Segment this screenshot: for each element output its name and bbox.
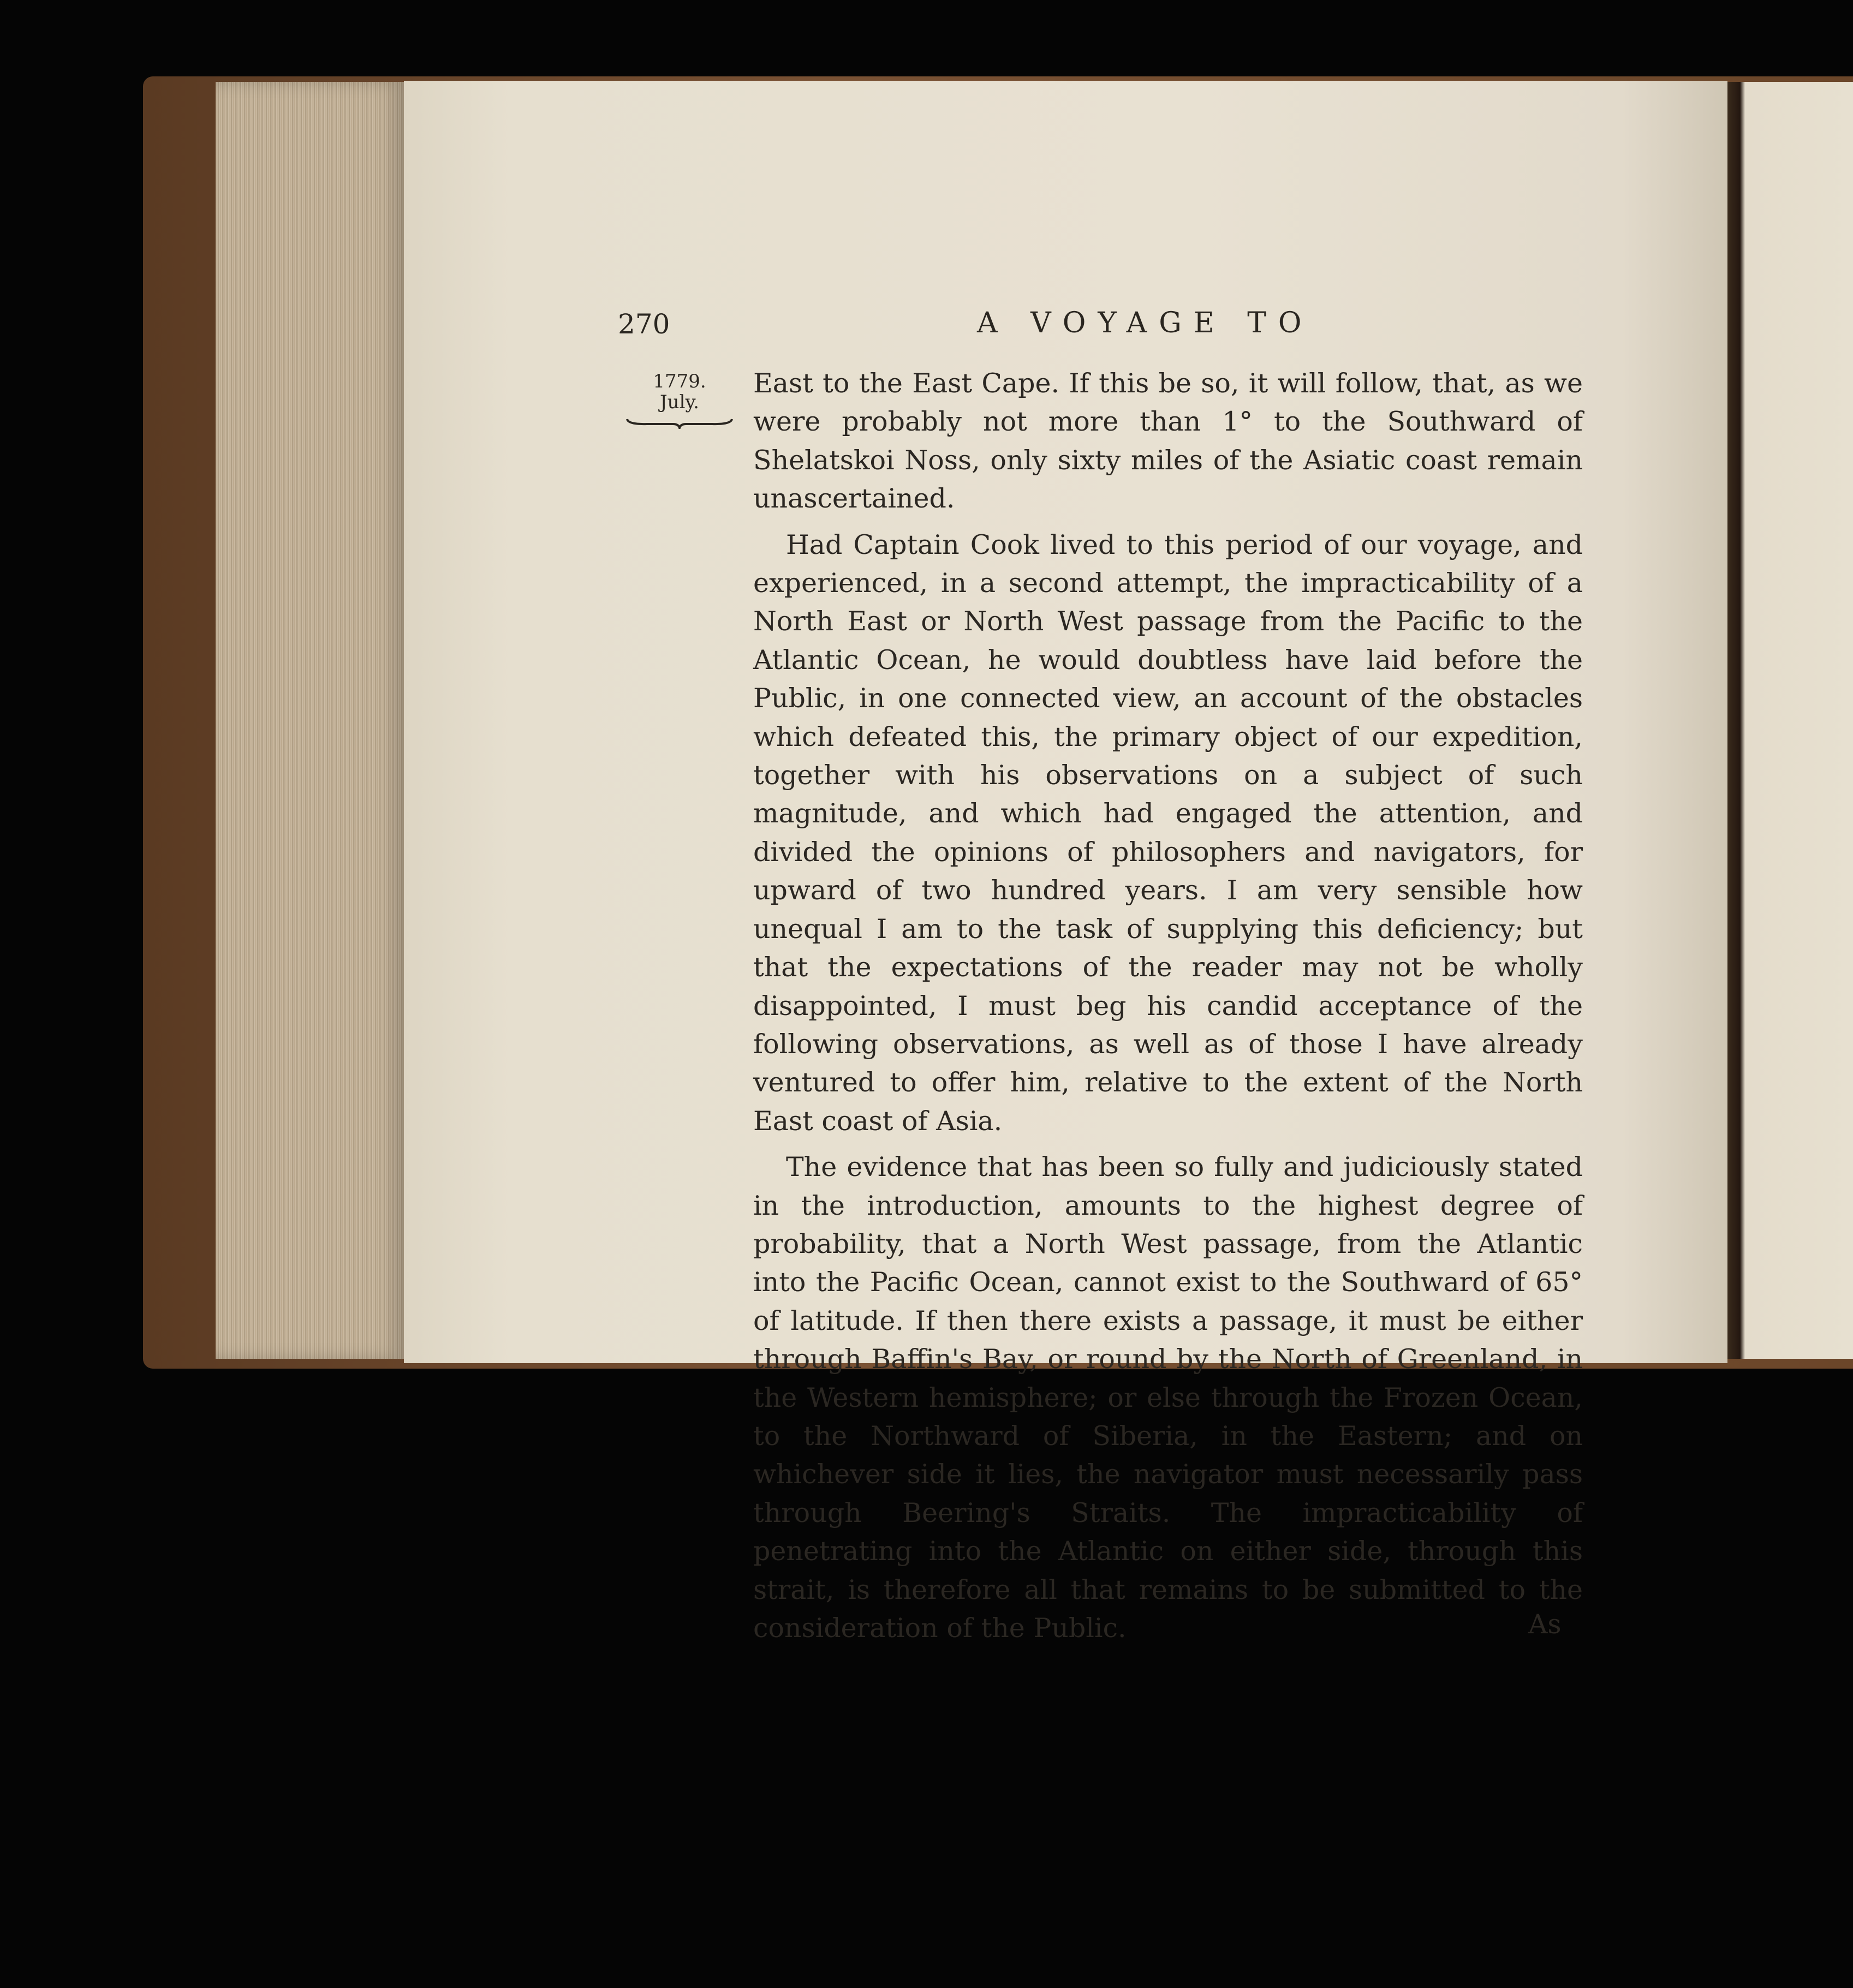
- body-text: [753, 365, 1583, 1647]
- page-edges: [216, 82, 404, 1359]
- margin-note-year: 1779.: [653, 371, 706, 392]
- paragraph-1: East to the East Cape. If this be so, it will follow, that, as we were probably not more than 1° to the Southward of Shelatskoi Noss, only sixty miles of the Asiatic coast remain unascertained.: [753, 368, 1583, 515]
- running-head: A VOYAGE TO: [977, 307, 1314, 339]
- paragraph-3: The evidence that has been so fully and judiciously stated in the introduction, amounts to the highest degree of probability, that a North West passage, from the Atlantic into the Pacific Ocean, cannot exist to the Southward of 65° of latitude. If then there exists a passage, it must be either through Baffin's Bay, or round by the North of Greenland, in the Western hemisphere; or else through the Frozen Ocean, to the Northward of Siberia, in the Eastern; and on whichever side it lies, the navigator must necessarily pass through Beering's Straits. The impracticability of penetrating into the Atlantic on either side, through this strait, is therefore all that remains to be submitted to the consideration of the Public.: [753, 1151, 1583, 1644]
- catchword: As: [1528, 1609, 1562, 1640]
- paragraph-2: Had Captain Cook lived to this period of our voyage, and experienced, in a second attempt, the impracticability of a North East or North West passage from the Pacific to the Atlantic Ocean, he would doubtless have laid before the Public, in one connected view, an account of the obstacles which defeated this, the primary object of our expedition, together with his observations on a subject of such magnitude, and which had engaged the attention, and divided the opinions of philosophers and navigators, for upward of two hundred years. I am very sensible how unequal I am to the task of supplying this deficiency; but that the expectations of the reader may not be wholly disappointed, I must beg his candid acceptance of the following observations, as well as of those I have already ventured to offer him, relative to the extent of the North East coast of Asia.: [753, 529, 1583, 1137]
- facing-page-edge: [1727, 82, 1853, 1359]
- brace-icon: [622, 416, 737, 431]
- margin-note-month: July.: [660, 391, 699, 413]
- margin-note: [622, 371, 737, 431]
- page-number: 270: [618, 308, 670, 340]
